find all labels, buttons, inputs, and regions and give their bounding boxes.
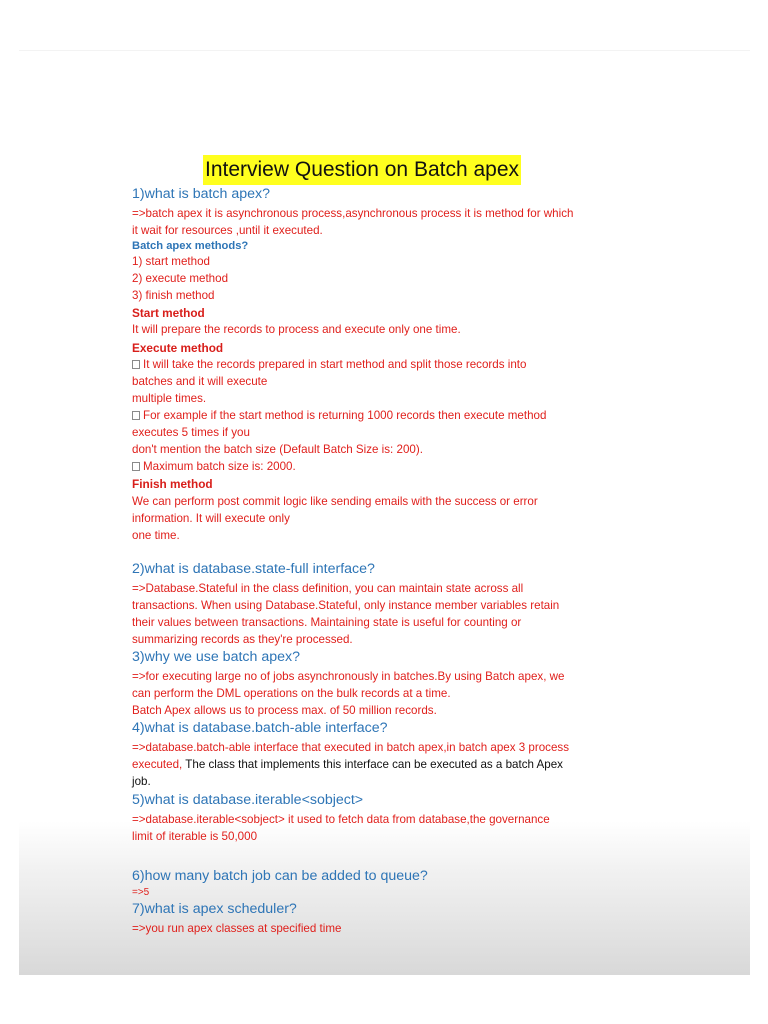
question-4: 4)what is database.batch-able interface? — [132, 720, 388, 736]
answer-2-line: their values between transactions. Maintaining state is useful for counting or — [132, 616, 522, 629]
question-3: 3)why we use batch apex? — [132, 649, 300, 665]
answer-4-line: job. — [132, 775, 151, 788]
execute-method-line: don't mention the batch size (Default Batch Size is: 200). — [132, 443, 423, 456]
answer-3-line: Batch Apex allows us to process max. of 50 million records. — [132, 704, 437, 717]
bullet-glyph-icon — [132, 411, 140, 420]
answer-4-line: executed, The class that implements this interface can be executed as a batch Apex — [132, 758, 563, 771]
bullet-glyph-icon — [132, 462, 140, 471]
answer-2-line: summarizing records as they're processed. — [132, 633, 353, 646]
execute-method-line: Maximum batch size is: 2000. — [132, 460, 296, 473]
answer-5-line: =>database.iterable<sobject> it used to fetch data from database,the governance — [132, 813, 550, 826]
answer-6: =>5 — [132, 887, 150, 898]
answer-1-line-1: =>batch apex it is asynchronous process,asynchronous process it is method for which — [132, 207, 574, 220]
answer-2-line: transactions. When using Database.Stateful, only instance member variables retain — [132, 599, 560, 612]
answer-4-line: =>database.batch-able interface that executed in batch apex,in batch apex 3 process — [132, 741, 569, 754]
method-item: 3) finish method — [132, 289, 215, 302]
bullet-glyph-icon — [132, 360, 140, 369]
finish-method-line: We can perform post commit logic like sending emails with the success or error — [132, 495, 538, 508]
question-7: 7)what is apex scheduler? — [132, 901, 297, 917]
finish-method-heading: Finish method — [132, 477, 213, 491]
execute-method-line: multiple times. — [132, 392, 207, 405]
answer-3-line: =>for executing large no of jobs asynchronously in batches.By using Batch apex, we — [132, 670, 565, 683]
execute-method-line: It will take the records prepared in start method and split those records into — [132, 358, 526, 371]
method-item: 2) execute method — [132, 272, 229, 285]
answer-2-line: =>Database.Stateful in the class definition, you can maintain state across all — [132, 582, 524, 595]
execute-method-heading: Execute method — [132, 341, 224, 355]
finish-method-line: information. It will execute only — [132, 512, 290, 525]
question-5: 5)what is database.iterable<sobject> — [132, 792, 364, 808]
method-item: 1) start method — [132, 255, 210, 268]
question-1: 1)what is batch apex? — [132, 186, 271, 202]
start-method-heading: Start method — [132, 306, 205, 320]
batch-methods-heading: Batch apex methods? — [132, 240, 249, 252]
start-method-text: It will prepare the records to process and execute only one time. — [132, 323, 461, 336]
question-6: 6)how many batch job can be added to queue? — [132, 868, 428, 884]
document-title: Interview Question on Batch apex — [205, 158, 520, 181]
answer-5-line: limit of iterable is 50,000 — [132, 830, 258, 843]
answer-1-line-2: it wait for resources ,until it executed. — [132, 224, 323, 237]
answer-3-line: can perform the DML operations on the bulk records at a time. — [132, 687, 451, 700]
question-2: 2)what is database.state-full interface? — [132, 561, 375, 577]
execute-method-line: executes 5 times if you — [132, 426, 250, 439]
answer-7: =>you run apex classes at specified time — [132, 922, 342, 935]
execute-method-line: For example if the start method is returning 1000 records then execute method — [132, 409, 546, 422]
finish-method-line: one time. — [132, 529, 180, 542]
document-page — [19, 50, 750, 975]
execute-method-line: batches and it will execute — [132, 375, 268, 388]
title-highlight — [203, 155, 521, 185]
